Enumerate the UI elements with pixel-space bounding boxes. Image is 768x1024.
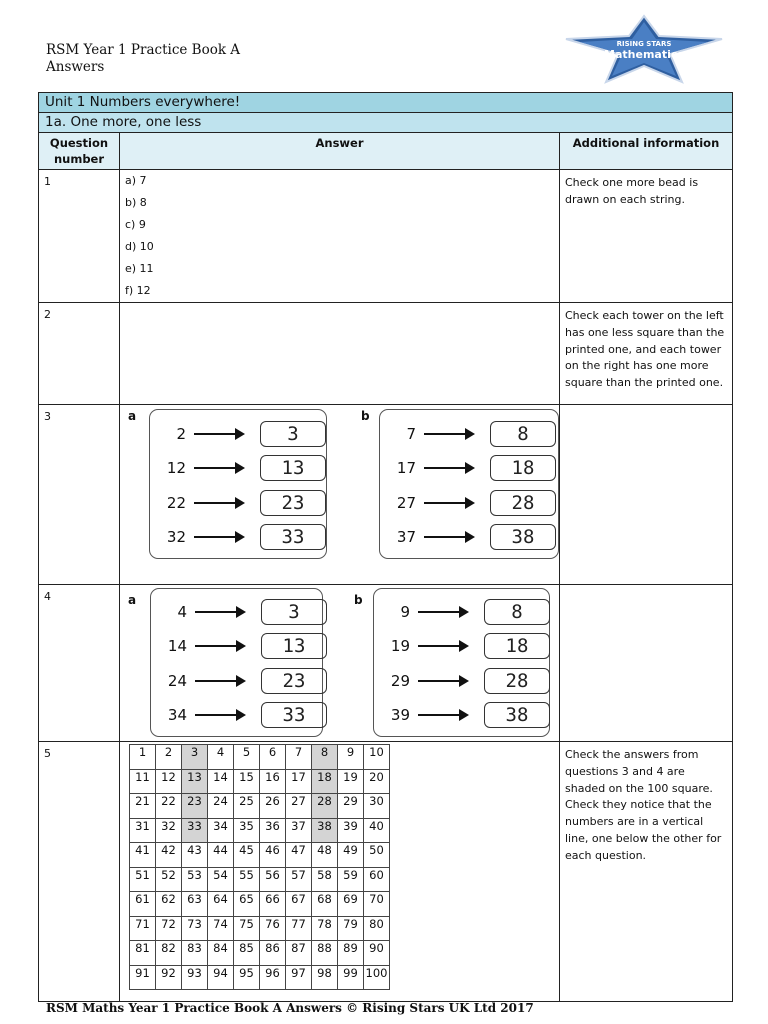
answer-header: Answer <box>120 133 560 170</box>
hundred-square-cell: 6 <box>260 745 286 770</box>
hundred-square-cell: 80 <box>364 916 390 941</box>
answer-box: 23 <box>261 668 327 694</box>
section-title: 1a. One more, one less <box>39 113 733 133</box>
hundred-square-cell: 8 <box>312 745 338 770</box>
question-number: 1 <box>39 170 120 303</box>
hundred-square-cell: 54 <box>208 867 234 892</box>
hundred-square-cell: 40 <box>364 818 390 843</box>
answers-table <box>38 92 733 1002</box>
part-label: a <box>128 409 137 423</box>
question-number: 4 <box>39 585 120 742</box>
hundred-square-cell: 9 <box>338 745 364 770</box>
hundred-square-cell: 84 <box>208 941 234 966</box>
hundred-square-cell: 73 <box>182 916 208 941</box>
hundred-square-cell: 56 <box>260 867 286 892</box>
hundred-square-cell: 66 <box>260 892 286 917</box>
hundred-square-cell: 5 <box>234 745 260 770</box>
arrow-icon <box>194 467 242 469</box>
hundred-square-cell: 76 <box>260 916 286 941</box>
hundred-square-cell: 88 <box>312 941 338 966</box>
svg-text:RISING STARS: RISING STARS <box>616 40 672 48</box>
start-number: 9 <box>400 603 410 621</box>
arrow-icon <box>424 467 472 469</box>
hundred-square-cell: 92 <box>156 965 182 990</box>
arrow-row <box>380 524 558 550</box>
answer-cell <box>120 303 560 405</box>
question-number-header: Question number <box>39 133 120 170</box>
answer-panel-b <box>373 588 550 737</box>
unit-title: Unit 1 Numbers everywhere! <box>39 93 733 113</box>
start-number: 37 <box>396 528 416 546</box>
answer-box: 38 <box>490 524 556 550</box>
hundred-square-row <box>130 867 390 892</box>
hundred-square-cell: 57 <box>286 867 312 892</box>
hundred-square-cell: 32 <box>156 818 182 843</box>
hundred-square-cell: 70 <box>364 892 390 917</box>
hundred-square-cell: 55 <box>234 867 260 892</box>
answer-cell <box>120 405 560 585</box>
answer-box: 13 <box>260 455 326 481</box>
answer-cell <box>120 170 560 303</box>
hundred-square-cell: 90 <box>364 941 390 966</box>
hundred-square-cell: 67 <box>286 892 312 917</box>
hundred-square-cell: 41 <box>130 843 156 868</box>
svg-text:Mathematics: Mathematics <box>604 48 684 61</box>
hundred-square-cell: 78 <box>312 916 338 941</box>
arrow-row <box>380 455 558 481</box>
hundred-square-cell: 44 <box>208 843 234 868</box>
answer-box: 38 <box>484 702 550 728</box>
arrow-icon <box>418 680 466 682</box>
hundred-square-cell: 7 <box>286 745 312 770</box>
answer-item: b) 8 <box>125 196 147 209</box>
hundred-square-cell: 86 <box>260 941 286 966</box>
hundred-square-cell: 35 <box>234 818 260 843</box>
hundred-square-cell: 14 <box>208 769 234 794</box>
hundred-square-cell: 61 <box>130 892 156 917</box>
hundred-square-cell: 10 <box>364 745 390 770</box>
additional-info: Check the answers from questions 3 and 4 are shaded on the 100 square. Check they notice that the numbers are in a vertical line, one below the other for each question. <box>560 742 733 1002</box>
answer-box: 8 <box>490 421 556 447</box>
hundred-square-cell: 45 <box>234 843 260 868</box>
hundred-square-cell: 39 <box>338 818 364 843</box>
hundred-square-cell: 83 <box>182 941 208 966</box>
arrow-icon <box>194 433 242 435</box>
question-row-1 <box>39 170 733 303</box>
hundred-square-cell: 74 <box>208 916 234 941</box>
hundred-square-cell: 51 <box>130 867 156 892</box>
hundred-square-cell: 42 <box>156 843 182 868</box>
arrow-row <box>151 702 322 728</box>
start-number: 29 <box>390 672 410 690</box>
hundred-square-cell: 60 <box>364 867 390 892</box>
hundred-square-cell: 18 <box>312 769 338 794</box>
start-number: 12 <box>166 459 186 477</box>
document-header <box>46 42 240 76</box>
header-subtitle: Answers <box>46 59 105 75</box>
hundred-square-cell: 25 <box>234 794 260 819</box>
answer-panel-a <box>149 409 327 559</box>
hundred-square-cell: 96 <box>260 965 286 990</box>
answer-item: d) 10 <box>125 240 154 253</box>
arrow-row <box>374 633 549 659</box>
hundred-square-cell: 98 <box>312 965 338 990</box>
hundred-square-cell: 53 <box>182 867 208 892</box>
question-number: 2 <box>39 303 120 405</box>
answer-box: 3 <box>261 599 327 625</box>
question-number: 5 <box>39 742 120 1002</box>
arrow-row <box>380 490 558 516</box>
arrow-row <box>150 490 326 516</box>
hundred-square-cell: 38 <box>312 818 338 843</box>
hundred-square-row <box>130 916 390 941</box>
arrow-row <box>150 421 326 447</box>
hundred-square-cell: 11 <box>130 769 156 794</box>
hundred-square-row <box>130 941 390 966</box>
hundred-square-cell: 28 <box>312 794 338 819</box>
hundred-square-cell: 22 <box>156 794 182 819</box>
additional-info: Check each tower on the left has one less square than the printed one, and each tower on the right has one more square than the printed one. <box>560 303 733 405</box>
hundred-square-cell: 64 <box>208 892 234 917</box>
answer-box: 28 <box>484 668 550 694</box>
start-number: 27 <box>396 494 416 512</box>
hundred-square-cell: 43 <box>182 843 208 868</box>
question-row-5 <box>39 742 733 1002</box>
header-title: RSM Year 1 Practice Book A <box>46 42 241 58</box>
hundred-square-cell: 27 <box>286 794 312 819</box>
question-number: 3 <box>39 405 120 585</box>
hundred-square-cell: 99 <box>338 965 364 990</box>
arrow-row <box>150 524 326 550</box>
hundred-square-cell: 77 <box>286 916 312 941</box>
additional-info: Check one more bead is drawn on each string. <box>560 170 733 303</box>
hundred-square-cell: 68 <box>312 892 338 917</box>
arrow-row <box>374 599 549 625</box>
answer-cell <box>120 742 560 1002</box>
hundred-square-row <box>130 794 390 819</box>
hundred-square-cell: 29 <box>338 794 364 819</box>
hundred-square-cell: 21 <box>130 794 156 819</box>
hundred-square-cell: 100 <box>364 965 390 990</box>
hundred-square-cell: 4 <box>208 745 234 770</box>
arrow-row <box>374 668 549 694</box>
start-number: 2 <box>176 425 186 443</box>
question-row-3 <box>39 405 733 585</box>
start-number: 7 <box>406 425 416 443</box>
hundred-square-row <box>130 745 390 770</box>
hundred-square-cell: 33 <box>182 818 208 843</box>
part-label: a <box>128 593 137 607</box>
hundred-square-cell: 46 <box>260 843 286 868</box>
rising-stars-logo <box>562 14 726 84</box>
hundred-square-cell: 65 <box>234 892 260 917</box>
arrow-row <box>151 668 322 694</box>
part-label: b <box>354 593 363 607</box>
arrow-icon <box>418 645 466 647</box>
question-row-4 <box>39 585 733 742</box>
hundred-square-cell: 12 <box>156 769 182 794</box>
arrow-icon <box>418 611 466 613</box>
arrow-icon <box>194 536 242 538</box>
additional-info-header: Additional information <box>560 133 733 170</box>
arrow-icon <box>195 645 243 647</box>
hundred-square-cell: 75 <box>234 916 260 941</box>
question-row-2 <box>39 303 733 405</box>
hundred-square-cell: 48 <box>312 843 338 868</box>
hundred-square-cell: 34 <box>208 818 234 843</box>
hundred-square-cell: 89 <box>338 941 364 966</box>
hundred-square-cell: 97 <box>286 965 312 990</box>
arrow-row <box>374 702 549 728</box>
hundred-square-cell: 59 <box>338 867 364 892</box>
hundred-square-cell: 1 <box>130 745 156 770</box>
hundred-square-cell: 79 <box>338 916 364 941</box>
page-footer: RSM Maths Year 1 Practice Book A Answers © Rising Stars UK Ltd 2017 <box>46 1001 534 1015</box>
answer-item: c) 9 <box>125 218 146 231</box>
answer-box: 33 <box>261 702 327 728</box>
hundred-square-cell: 3 <box>182 745 208 770</box>
hundred-square-cell: 82 <box>156 941 182 966</box>
arrow-row <box>151 599 322 625</box>
arrow-icon <box>424 502 472 504</box>
answer-box: 13 <box>261 633 327 659</box>
start-number: 14 <box>167 637 187 655</box>
answer-box: 18 <box>484 633 550 659</box>
answer-item: e) 11 <box>125 262 154 275</box>
arrow-row <box>150 455 326 481</box>
start-number: 32 <box>166 528 186 546</box>
answer-box: 23 <box>260 490 326 516</box>
hundred-square-cell: 17 <box>286 769 312 794</box>
arrow-icon <box>194 502 242 504</box>
hundred-square-cell: 30 <box>364 794 390 819</box>
answer-box: 8 <box>484 599 550 625</box>
hundred-square-cell: 26 <box>260 794 286 819</box>
answer-panel-a <box>150 588 323 737</box>
hundred-square-cell: 63 <box>182 892 208 917</box>
hundred-square-cell: 24 <box>208 794 234 819</box>
hundred-square-cell: 37 <box>286 818 312 843</box>
hundred-square-cell: 15 <box>234 769 260 794</box>
part-label: b <box>361 409 370 423</box>
hundred-square-cell: 94 <box>208 965 234 990</box>
hundred-square-cell: 58 <box>312 867 338 892</box>
answer-item: f) 12 <box>125 284 151 297</box>
hundred-square-cell: 2 <box>156 745 182 770</box>
hundred-square-cell: 47 <box>286 843 312 868</box>
additional-info <box>560 585 733 742</box>
answer-item: a) 7 <box>125 174 147 187</box>
hundred-square-cell: 49 <box>338 843 364 868</box>
answer-box: 33 <box>260 524 326 550</box>
start-number: 4 <box>177 603 187 621</box>
hundred-square <box>129 744 390 990</box>
hundred-square-row <box>130 965 390 990</box>
hundred-square-cell: 91 <box>130 965 156 990</box>
arrow-row <box>151 633 322 659</box>
hundred-square-cell: 72 <box>156 916 182 941</box>
hundred-square-cell: 62 <box>156 892 182 917</box>
start-number: 34 <box>167 706 187 724</box>
arrow-icon <box>418 714 466 716</box>
hundred-square-cell: 87 <box>286 941 312 966</box>
hundred-square-cell: 19 <box>338 769 364 794</box>
start-number: 17 <box>396 459 416 477</box>
answer-box: 18 <box>490 455 556 481</box>
hundred-square-row <box>130 818 390 843</box>
hundred-square-cell: 20 <box>364 769 390 794</box>
arrow-icon <box>424 536 472 538</box>
answer-box: 28 <box>490 490 556 516</box>
start-number: 24 <box>167 672 187 690</box>
arrow-icon <box>195 680 243 682</box>
additional-info <box>560 405 733 585</box>
hundred-square-cell: 52 <box>156 867 182 892</box>
hundred-square-row <box>130 892 390 917</box>
answer-panel-b <box>379 409 559 559</box>
arrow-row <box>380 421 558 447</box>
hundred-square-cell: 81 <box>130 941 156 966</box>
answer-cell <box>120 585 560 742</box>
hundred-square-cell: 16 <box>260 769 286 794</box>
arrow-icon <box>195 611 243 613</box>
start-number: 19 <box>390 637 410 655</box>
hundred-square-cell: 31 <box>130 818 156 843</box>
hundred-square-cell: 71 <box>130 916 156 941</box>
hundred-square-cell: 23 <box>182 794 208 819</box>
answer-list <box>120 170 559 302</box>
start-number: 39 <box>390 706 410 724</box>
hundred-square-cell: 93 <box>182 965 208 990</box>
hundred-square-row <box>130 769 390 794</box>
hundred-square-cell: 69 <box>338 892 364 917</box>
hundred-square-cell: 13 <box>182 769 208 794</box>
hundred-square-row <box>130 843 390 868</box>
hundred-square-cell: 50 <box>364 843 390 868</box>
hundred-square-cell: 95 <box>234 965 260 990</box>
start-number: 22 <box>166 494 186 512</box>
answer-box: 3 <box>260 421 326 447</box>
hundred-square-cell: 85 <box>234 941 260 966</box>
hundred-square-cell: 36 <box>260 818 286 843</box>
arrow-icon <box>424 433 472 435</box>
arrow-icon <box>195 714 243 716</box>
